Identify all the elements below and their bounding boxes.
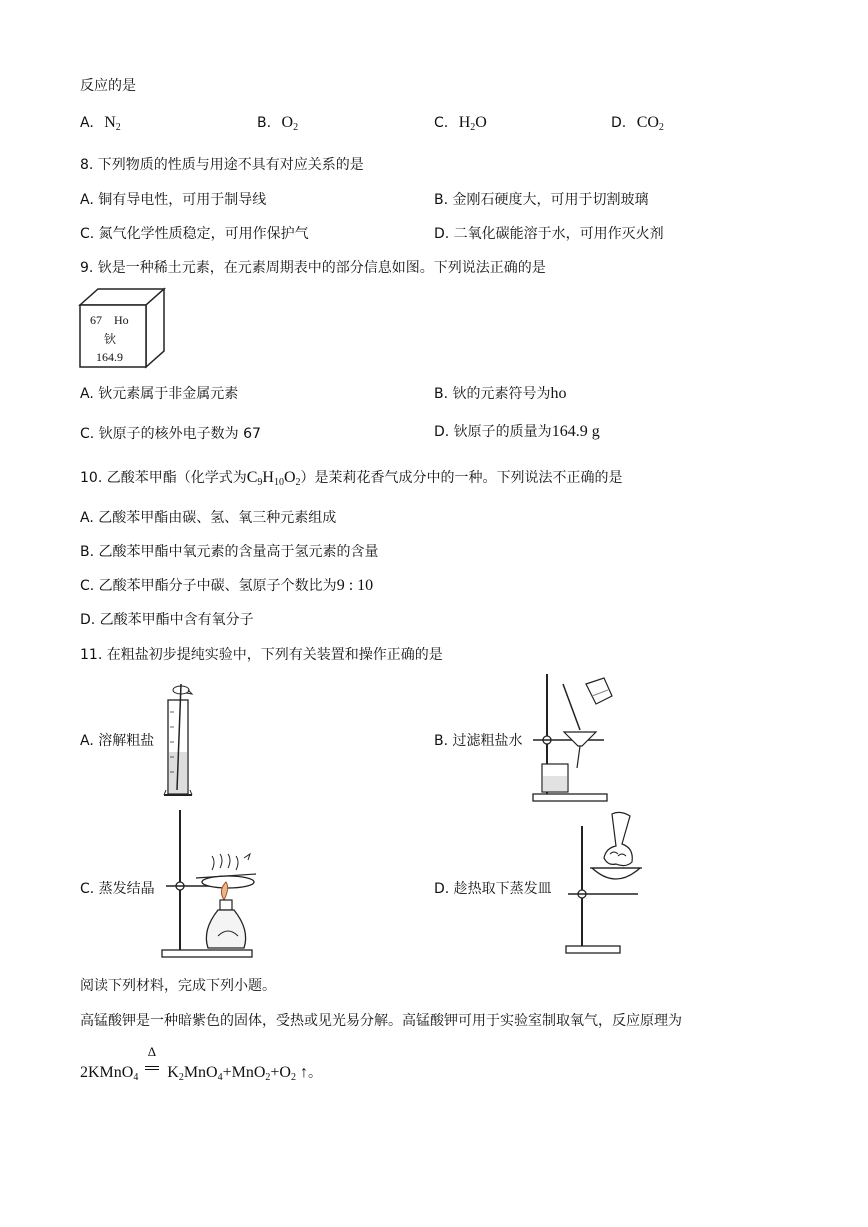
element-name: 钬 bbox=[104, 332, 117, 346]
reading-paragraph: 高锰酸钾是一种暗紫色的固体，受热或见光易分解。高锰酸钾可用于实验室制取氧气，反应原理为 bbox=[80, 1013, 682, 1029]
hand-dish-figure bbox=[560, 808, 650, 958]
q9-option-c: C. 钬原子的核外电子数为 67 bbox=[80, 426, 261, 442]
q10-formula: $C_9H_{10}O_2$ bbox=[246, 469, 301, 488]
q8-option-a: A. 铜有导电性，可用于制导线 bbox=[80, 192, 267, 208]
q7-option-a: A. $N_2$ bbox=[80, 114, 121, 133]
q9-option-a: A. 钬元素属于非金属元素 bbox=[80, 386, 239, 402]
element-mass: 164.9 bbox=[96, 350, 123, 364]
q9-stem: 9. 钬是一种稀土元素，在元素周期表中的部分信息如图。下列说法正确的是 bbox=[80, 260, 546, 276]
q11-option-d: D. 趁热取下蒸发皿 bbox=[434, 881, 552, 897]
reading-instruction: 阅读下列材料，完成下列小题。 bbox=[80, 978, 276, 994]
dissolve-cylinder-figure bbox=[160, 682, 210, 800]
q8-option-d: D. 二氧化碳能溶于水，可用作灭火剂 bbox=[434, 226, 664, 242]
q7-option-b: B. $O_2$ bbox=[257, 114, 299, 133]
filtration-figure bbox=[530, 670, 620, 806]
element-number: 67 bbox=[90, 313, 102, 327]
q10-option-b: B. 乙酸苯甲酯中氧元素的含量高于氢元素的含量 bbox=[80, 544, 379, 560]
q7-option-d: D. $CO_2$ bbox=[611, 114, 664, 133]
reaction-equation: 2KMnO$_4$ Δ $K_2MnO_4+MnO_2+O_2$ ↑。 bbox=[80, 1044, 322, 1083]
q8-stem: 8. 下列物质的性质与用途不具有对应关系的是 bbox=[80, 157, 364, 173]
q10-stem: 10. 乙酸苯甲酯（化学式为$C_9H_{10}O_2$）是茉莉花香气成分中的一种。下列说法不正确的是 bbox=[80, 469, 623, 488]
q11-stem: 11. 在粗盐初步提纯实验中，下列有关装置和操作正确的是 bbox=[80, 647, 443, 663]
q9-option-b: B. 钬的元素符号为ho bbox=[434, 385, 567, 402]
q10-option-c: C. 乙酸苯甲酯分子中碳、氢原子个数比为9 : 10 bbox=[80, 577, 374, 594]
q8-option-b: B. 金刚石硬度大，可用于切割玻璃 bbox=[434, 192, 649, 208]
evaporation-figure bbox=[158, 808, 264, 964]
intro-text: 反应的是 bbox=[80, 78, 136, 94]
q10-option-a: A. 乙酸苯甲酯由碳、氢、氧三种元素组成 bbox=[80, 510, 337, 526]
q8-option-c: C. 氮气化学性质稳定，可用作保护气 bbox=[80, 226, 309, 242]
q9-option-d: D. 钬原子的质量为164.9 g bbox=[434, 423, 600, 440]
q7-option-c: C. $H_2O$ bbox=[434, 114, 487, 133]
element-cube bbox=[78, 287, 168, 369]
q10-option-d: D. 乙酸苯甲酯中含有氧分子 bbox=[80, 612, 254, 628]
q11-option-c: C. 蒸发结晶 bbox=[80, 881, 155, 897]
heat-condition: Δ bbox=[143, 1050, 163, 1080]
element-symbol: Ho bbox=[114, 313, 129, 327]
q11-option-a: A. 溶解粗盐 bbox=[80, 733, 155, 749]
q11-option-b: B. 过滤粗盐水 bbox=[434, 733, 523, 749]
